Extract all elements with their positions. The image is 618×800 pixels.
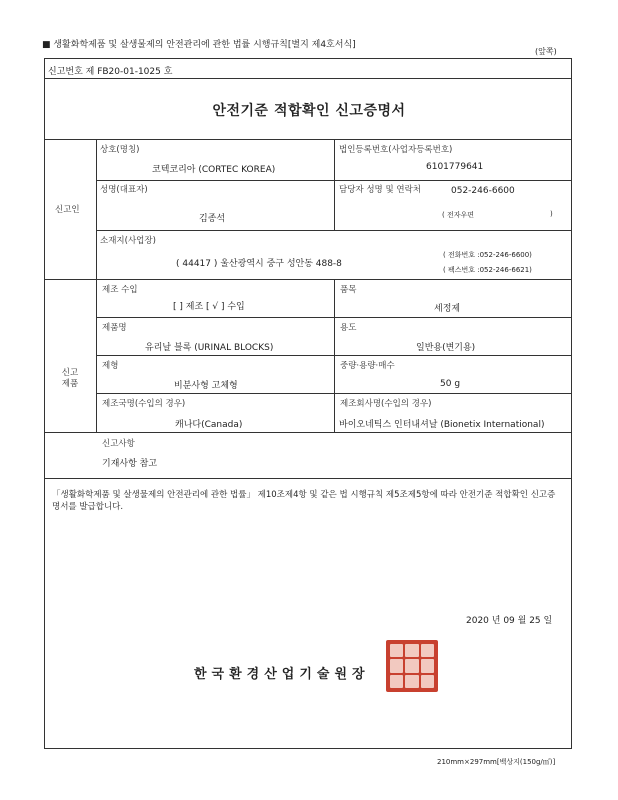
front-side-label: (앞쪽) bbox=[535, 47, 557, 56]
email-open: ( 전자우편 bbox=[442, 211, 475, 219]
item-value: 세정제 bbox=[434, 304, 461, 314]
form-label: 제형 bbox=[102, 361, 119, 371]
country-value: 캐나다(Canada) bbox=[175, 420, 243, 430]
biz-reg-label: 법인등록번호(사업자등록번호) bbox=[339, 145, 453, 155]
product-name-label: 제품명 bbox=[102, 323, 127, 333]
reporter-section-label: 신고인 bbox=[55, 205, 80, 215]
official-seal-stamp bbox=[386, 640, 438, 692]
trade-name-label: 상호(명칭) bbox=[100, 145, 140, 155]
issuer-name: 한국환경산업기술원장 bbox=[194, 667, 370, 682]
report-number: 신고번호 제 FB20-01-1025 호 bbox=[48, 67, 173, 77]
fax-value: ( 팩스번호 :052-246-6621) bbox=[443, 266, 532, 274]
contact-label: 담당자 성명 및 연락처 bbox=[339, 185, 422, 195]
weight-value: 50 g bbox=[440, 379, 461, 389]
remarks-value: 기재사항 참고 bbox=[102, 459, 158, 469]
representative-value: 김종석 bbox=[199, 214, 226, 224]
representative-label: 성명(대표자) bbox=[100, 185, 148, 195]
trade-name-value: 코텍코리아 (CORTEC KOREA) bbox=[152, 165, 276, 175]
usage-value: 일반용(변기용) bbox=[416, 343, 476, 353]
maker-label: 제조회사명(수입의 경우) bbox=[340, 399, 432, 409]
form-reference: ■ 생활화학제품 및 살생물제의 안전관리에 관한 법률 시행규칙[별지 제4호서식] bbox=[42, 40, 356, 50]
issue-date: 2020 년 09 월 25 일 bbox=[466, 616, 553, 626]
paper-spec: 210mm×297mm[백상지(150g/㎡)] bbox=[437, 758, 556, 766]
weight-label: 중량·용량·매수 bbox=[340, 361, 395, 371]
item-label: 품목 bbox=[340, 285, 357, 295]
product-name-value: 유리날 블록 (URINAL BLOCKS) bbox=[145, 343, 274, 353]
product-section-label-2: 제품 bbox=[61, 379, 79, 389]
document-title: 안전기준 적합확인 신고증명서 bbox=[212, 103, 406, 119]
email-close: ) bbox=[550, 210, 553, 218]
maker-value: 바이오네틱스 인터내셔날 (Bionetix International) bbox=[339, 420, 545, 430]
tel-value: ( 전화번호 :052-246-6600) bbox=[443, 251, 532, 259]
address-label: 소재지(사업장) bbox=[100, 236, 156, 246]
product-section-label-1: 신고 bbox=[61, 368, 79, 378]
address-value: ( 44417 ) 울산광역시 중구 성안동 488-8 bbox=[176, 259, 342, 269]
remarks-label: 신고사항 bbox=[102, 439, 135, 449]
mfg-import-value: [ ] 제조 [ √ ] 수입 bbox=[173, 302, 245, 312]
mfg-import-label: 제조 수입 bbox=[102, 285, 138, 295]
usage-label: 용도 bbox=[340, 323, 357, 333]
biz-reg-value: 6101779641 bbox=[426, 162, 484, 172]
form-value: 비분사형 고체형 bbox=[174, 381, 238, 391]
country-label: 제조국명(수입의 경우) bbox=[102, 399, 186, 409]
contact-phone: 052-246-6600 bbox=[451, 186, 515, 196]
issuance-statement: 「생활화학제품 및 살생물제의 안전관리에 관한 법률」 제10조제4항 및 같은 법 시행규칙 제5조제5항에 따라 안전기준 적합확인 신고증명서를 발급합니다. bbox=[52, 490, 556, 512]
